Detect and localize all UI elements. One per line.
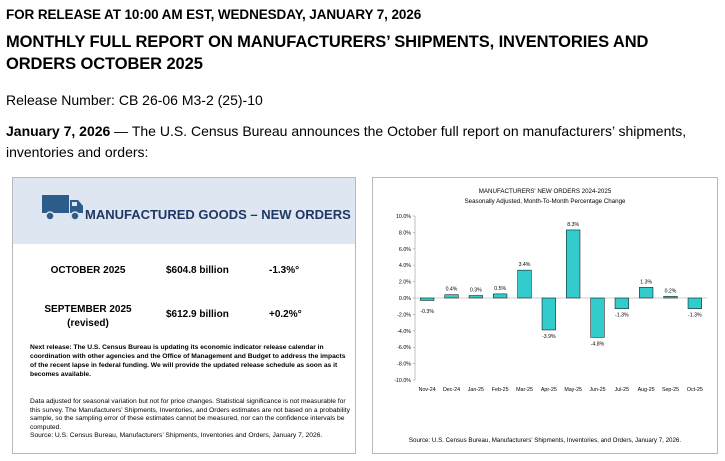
x-tick-label: May-25 xyxy=(564,387,583,393)
x-tick-label: Apr-25 xyxy=(540,387,557,393)
bar-may-25 xyxy=(566,230,580,298)
release-time-line: FOR RELEASE AT 10:00 AM EST, WEDNESDAY, JANUARY 7, 2026 xyxy=(6,7,422,22)
y-tick-label: 4.0% xyxy=(398,263,411,270)
bar-feb-25 xyxy=(493,294,507,298)
bar-sep-25 xyxy=(664,296,678,298)
row-value-september: $612.9 billion xyxy=(166,309,229,320)
intro-text: — The U.S. Census Bureau announces the October full report on manufacturers’ shipments, inventories and orders: xyxy=(6,123,687,160)
y-tick-label: 2.0% xyxy=(398,279,411,286)
y-tick-label: 6.0% xyxy=(398,246,411,253)
y-tick-label: 8.0% xyxy=(398,230,411,237)
y-tick-label: -10.0% xyxy=(394,378,411,384)
summary-box xyxy=(12,177,356,454)
footnote-source: Source: U.S. Census Bureau, Manufacturers’ Shipments, Inventories and Orders, January 7, 2026. xyxy=(30,432,323,440)
row-label-october: OCTOBER 2025 xyxy=(50,265,126,276)
data-label: 0.3% xyxy=(469,287,482,294)
data-label: -0.3% xyxy=(420,309,434,315)
next-release-note: Next release: The U.S. Census Bureau is updating its economic indicator release calendar in coordination with other agencies and the Office of Management and Budget to address the impacts of the recent lapse in federal funding. We will provide the updated release schedule as soon as it becomes available. xyxy=(30,344,346,378)
bar-jul-25 xyxy=(615,298,629,309)
data-label: 8.3% xyxy=(567,221,580,228)
bar-dec-24 xyxy=(445,295,459,298)
bar-apr-25 xyxy=(542,298,556,330)
bar-nov-24 xyxy=(420,298,434,300)
data-label: -1.3% xyxy=(615,312,629,319)
truck-icon xyxy=(41,192,85,224)
data-label: 1.3% xyxy=(640,279,653,286)
bars-group xyxy=(420,222,702,347)
summary-box-title: MANUFACTURED GOODS – NEW ORDERS xyxy=(85,207,351,222)
chart-source: Source: U.S. Census Bureau, Manufacturers' Shipments, Inventories, and Orders, January 7, 2026. xyxy=(408,437,682,444)
summary-box-header xyxy=(13,178,355,244)
y-tick-label: 0.0% xyxy=(398,296,411,302)
data-label: 0.2% xyxy=(664,288,677,295)
chart-subtitle: Seasonally Adjusted, Month-To-Month Percentage Change xyxy=(464,198,626,205)
y-tick-label: -2.0% xyxy=(397,312,411,319)
data-label: -1.3% xyxy=(688,312,702,319)
y-tick-label: -8.0% xyxy=(397,361,411,368)
bar-jun-25 xyxy=(591,298,605,337)
new-orders-chart xyxy=(373,178,717,453)
row-label-september: SEPTEMBER 2025 (revised) xyxy=(44,304,132,329)
x-tick-label: Dec-24 xyxy=(442,387,461,393)
bar-mar-25 xyxy=(518,270,532,298)
bar-aug-25 xyxy=(639,287,653,298)
chart-title: MANUFACTURERS' NEW ORDERS 2024-2025 xyxy=(478,188,612,195)
x-tick-label: Oct-25 xyxy=(686,387,703,393)
footnote xyxy=(30,398,350,441)
x-axis xyxy=(419,387,703,393)
row-value-october: $604.8 billion xyxy=(166,265,229,276)
x-tick-label: Jun-25 xyxy=(589,387,606,393)
data-label: 0.4% xyxy=(445,286,458,293)
footnote-text: Data adjusted for seasonal variation but not for price changes. Statistical significance is not measurable for this survey. The Manufacturers’ Shipments, Inventories, and Orders estimates are not based on a probability sample, so the sampling error of these estimates cannot be measured, nor can the confidence intervals be computed. xyxy=(30,398,350,431)
bar-oct-25 xyxy=(688,298,702,309)
y-tick-label: 10.0% xyxy=(395,214,411,220)
row-change-september: +0.2%° xyxy=(269,309,302,320)
release-number: Release Number: CB 26-06 M3-2 (25)-10 xyxy=(6,92,263,108)
x-tick-label: Jan-25 xyxy=(467,387,484,393)
row-change-october: -1.3%° xyxy=(269,265,300,276)
data-label: -4.8% xyxy=(590,341,605,348)
data-label: 3.4% xyxy=(518,262,531,269)
x-tick-label: Feb-25 xyxy=(491,387,509,393)
y-tick-label: -4.0% xyxy=(397,328,411,335)
data-label: 0.5% xyxy=(494,285,507,292)
page-title: MONTHLY FULL REPORT ON MANUFACTURERS’ SHIPMENTS, INVENTORIES AND ORDERS OCTOBER 2025 xyxy=(6,33,649,73)
y-tick-label: -6.0% xyxy=(397,345,411,352)
x-tick-label: Aug-25 xyxy=(637,387,655,393)
intro-paragraph xyxy=(6,121,718,163)
x-tick-label: Sep-25 xyxy=(661,387,680,393)
x-tick-label: Nov-24 xyxy=(418,387,436,393)
chart-box xyxy=(372,177,718,454)
x-tick-label: Mar-25 xyxy=(516,387,533,393)
release-date: January 7, 2026 xyxy=(6,123,111,139)
x-tick-label: Jul-25 xyxy=(614,387,630,393)
data-label: -3.9% xyxy=(542,333,556,340)
bar-jan-25 xyxy=(469,296,483,298)
